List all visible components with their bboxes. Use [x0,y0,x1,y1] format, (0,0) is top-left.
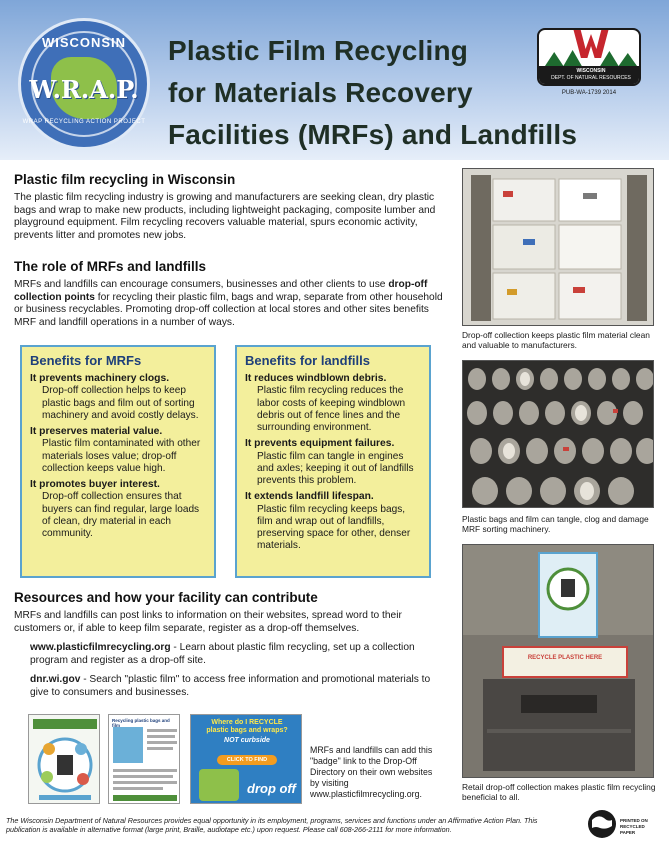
dnr-text-2: DEPT. OF NATURAL RESOURCES [551,75,631,81]
photo-sorting-machinery [462,360,654,508]
dnr-logo [537,28,641,98]
link1-desc: - Learn about plastic film recycling, set up a collection program and register as a drop-off site. [30,642,415,666]
page-title [168,30,578,150]
benefits-mrfs-box [20,345,216,578]
plasticfilmrecycling-link[interactable]: www.plasticfilmrecycling.org [30,642,171,653]
brochure-thumbnail-1 [28,714,100,804]
heading-plastic-film-recycling: Plastic film recycling in Wisconsin [14,172,236,187]
click-to-find-button[interactable]: CLICK TO FIND [217,755,277,765]
benefit-item [30,426,206,475]
section3-body: MRFs and landfills can post links to information on their websites, spread word to their customers or, if able to keep film separate, register as a drop-off themselves. [14,610,402,634]
benefits-landfills-heading: Benefits for landfills [245,353,370,368]
photo-baled-film [462,168,654,326]
benefit-desc: Plastic film can tangle in engines and axles; keeping it out of landfills prevents this problem. [257,450,414,487]
brochure-thumbnail-2 [108,714,180,804]
benefit-title: It prevents machinery clogs. [30,373,170,384]
benefit-title: It reduces windblown debris. [245,373,387,384]
section2-body-bold: drop-off collection points [14,279,428,303]
badge-line-1: Where do I RECYCLE [211,719,283,726]
title-line-2: for Materials Recovery [168,77,473,108]
benefits-landfills-box [235,345,431,578]
resource-link-1 [30,642,446,667]
brochure-2-title: Recycling plastic bags and film [112,718,170,728]
footer-notice: The Wisconsin Department of Natural Resources provides equal opportunity in its employment, programs, services and functions under an Affirmative Action Plan. This publication is available in alternative format (large print, Braille, audiotape etc.) upon request. Please call 608-266-2111 for more information. [6,816,538,834]
section1-body: The plastic film recycling industry is growing and manufacturers are seeking clean, dry plastic bags and wrap to make new products, including lightweight packaging, composite lumber and playground equipment. Film recycling recovers valuable material, spurs economic activity, prevents litter and promotes new jobs. [14,192,436,241]
header-banner [0,0,669,160]
benefit-title: It extends landfill lifespan. [245,491,374,503]
resource-link-2 [30,674,446,699]
badge-line-3: NOT curbside [224,737,270,744]
logo-arc-top: WISCONSIN [41,35,127,50]
drop-off-logo: drop off [247,781,296,796]
section2-body-post: for recycling their plastic film, bags and wrap, separate from other household or business recyclables. Promoting drop-off collection at local stores and other sites benefits MRF and landfill operations in a number of ways. [14,291,443,328]
baled-film-graphic [463,169,654,326]
dnr-badge [537,28,641,86]
badge-line-2: plastic bags and wraps? [206,727,288,734]
logo-arc-bottom: WRAP RECYCLING ACTION PROJECT [22,119,146,125]
recycle-plastic-sign: RECYCLE PLASTIC HERE [527,655,603,661]
bag-illustration [199,769,239,801]
benefit-item [245,373,421,434]
badge-caption: MRFs and landfills can add this "badge" link to the Drop-Off Directory on their own websites by visiting www.plasticfilmrecycling.org. [310,745,433,799]
dnr-wi-gov-link[interactable]: dnr.wi.gov [30,674,81,685]
benefit-item [30,479,206,540]
benefit-item [30,373,206,422]
sorting-machinery-graphic [463,361,654,508]
benefit-desc: Plastic film recycling keeps bags, film and wrap out of landfills, preserving space for other, denser materials. [257,503,411,552]
title-line-3: Facilities (MRFs) and Landfills [168,119,578,150]
globe-icon [586,808,618,840]
benefit-title: It preserves material value. [30,426,163,438]
photo-retail-drop-off [462,544,654,778]
photo1-caption: Drop-off collection keeps plastic film material clean and valuable to manufacturers. [462,330,650,351]
dnr-text-1: WISCONSIN [576,68,606,74]
benefit-title: It prevents equipment failures. [245,438,395,450]
photo3-caption: Retail drop-off collection makes plastic film recycling beneficial to all. [462,782,656,803]
recycled-paper-logo [586,808,660,842]
brochure-1-graphic [29,715,100,804]
benefit-desc: Plastic film recycling reduces the labor costs of keeping windblown debris out of fence lines and the surrounding environment. [257,385,406,434]
wrap-logo [18,18,150,150]
recycled-paper-text: PRINTED ON RECYCLED PAPER [620,818,648,835]
photo2-caption: Plastic bags and film can tangle, clog and damage MRF sorting machinery. [462,514,649,535]
benefit-desc: Plastic film contaminated with other materials loses value; drop-off collection keeps value high. [42,438,201,474]
retail-drop-off-graphic [463,545,654,778]
brochure-2-graphic [109,715,180,804]
section2-body-pre: MRFs and landfills can encourage consumers, businesses and other clients to use [14,279,389,290]
benefit-title: It promotes buyer interest. [30,479,160,491]
pub-number: PUB-WA-1739 2014 [561,90,617,96]
benefit-item [245,438,421,487]
link2-desc: - Search "plastic film" to access free information and promotional materials to give to consumers and businesses. [30,674,431,698]
logo-word: W.R.A.P. [29,75,139,104]
dnr-w-icon [573,28,609,58]
heading-role-of-mrfs: The role of MRFs and landfills [14,259,207,274]
benefit-desc: Drop-off collection helps to keep plastic bags and film out of sorting machinery and avoid costly delays. [42,385,199,421]
title-line-1: Plastic Film Recycling [168,35,469,66]
benefits-mrfs-heading: Benefits for MRFs [30,353,142,368]
section2-body [14,279,446,329]
drop-off-directory-badge[interactable] [190,714,302,804]
benefit-desc: Drop-off collection ensures that buyers can find regular, large loads of clean, dry material in each community. [42,491,200,540]
heading-resources: Resources and how your facility can contribute [14,590,318,605]
trees-icon [545,46,637,66]
benefit-item [245,491,421,552]
